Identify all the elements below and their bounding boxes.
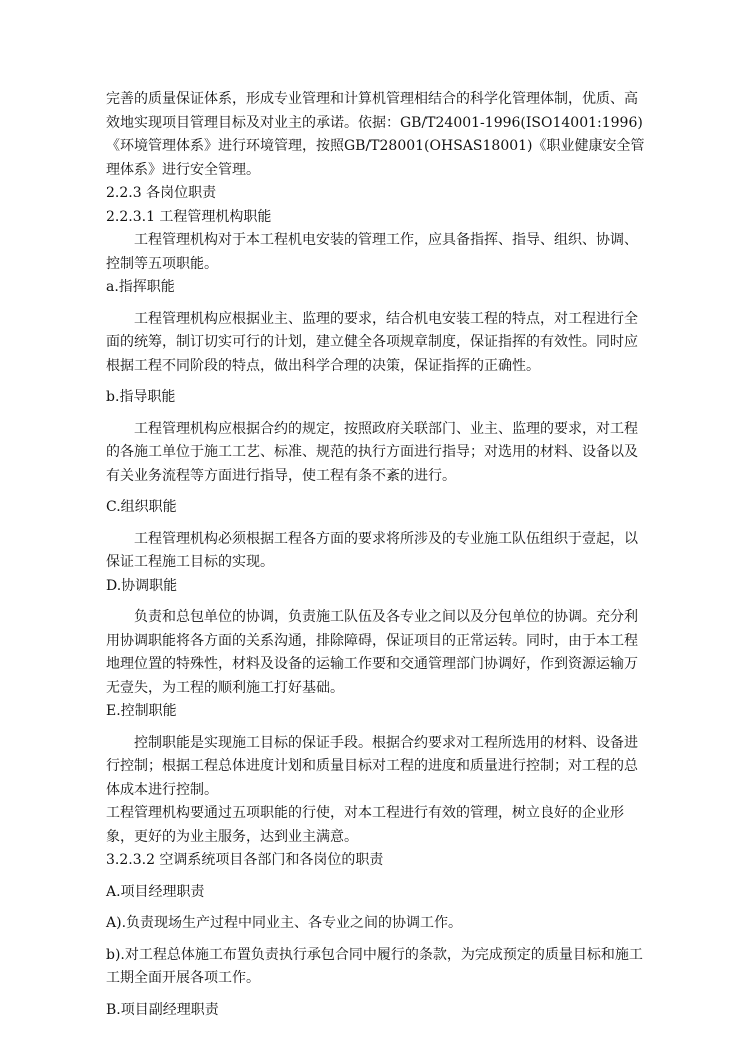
heading-b-guidance: b.指导职能 bbox=[106, 389, 176, 405]
heading-a-project-manager: A.项目经理职责 bbox=[106, 883, 205, 900]
paragraph-guidance: 工程管理机构应根据合约的规定，按照政府关联部门、业主、监理的要求，对工程的各施工单位于施工工艺、标准、规范的执行方面进行指导；对选用的材料、设备以及有关业务流程等方面进行指导，使工程有条不紊的进行。 bbox=[106, 420, 638, 484]
heading-c-organization: C.组织职能 bbox=[106, 499, 177, 515]
paragraph-quality-system: 完善的质量保证体系，形成专业管理和计算机管理相结合的科学化管理体制，优质、高效地实现项目管理目标及对业主的承诺。依据：GB/T24001-1996(ISO14001:1996)《环境管理体系》进行环境管理，按照GB/T28001(OHSAS18001)《职业健康安全管理体系》进行安全管理。 bbox=[106, 91, 645, 178]
heading-d-coordination: D.协调职能 bbox=[106, 577, 178, 594]
paragraph-pm-duty-b: b).对工程总体施工布置负责执行承包合同中履行的条款，为完成预定的质量目标和施工工期全面开展各项工作。 bbox=[106, 946, 643, 986]
heading-a-command: a.指挥职能 bbox=[106, 279, 175, 295]
paragraph-five-functions: 工程管理机构对于本工程机电安装的管理工作，应具备指挥、指导、组织、协调、控制等五项职能。 bbox=[106, 232, 638, 272]
paragraph-control: 控制职能是实现施工目标的保证手段。根据合约要求对工程所选用的材料、设备进行控制；根据工程总体进度计划和质量目标对工程的进度和质量进行控制；对工程的总体成本进行控制。 bbox=[106, 734, 638, 798]
paragraph-organization: 工程管理机构必须根据工程各方面的要求将所涉及的专业施工队伍组织于壹起，以保证工程施工目标的实现。 bbox=[106, 530, 638, 570]
paragraph-coordination: 负责和总包单位的协调，负责施工队伍及各专业之间以及分包单位的协调。充分利用协调职能将各方面的关系沟通，排除障碍，保证项目的正常运转。同时，由于本工程地理位置的特殊性，材料及设备的运输工作要和交通管理部门协调好，作到资源运输万无壹失，为工程的顺利施工打好基础。 bbox=[106, 609, 638, 696]
heading-2-2-3-1: 2.2.3.1 工程管理机构职能 bbox=[106, 208, 272, 225]
heading-3-2-3-2: 3.2.3.2 空调系统项目各部门和各岗位的职责 bbox=[106, 852, 384, 868]
paragraph-command: 工程管理机构应根据业主、监理的要求，结合机电安装工程的特点，对工程进行全面的统筹，制订切实可行的计划，建立健全各项规章制度，保证指挥的有效性。同时应根据工程不同阶段的特点，做出科学合理的决策，保证指挥的正确性。 bbox=[106, 310, 638, 374]
paragraph-summary: 工程管理机构要通过五项职能的行使，对本工程进行有效的管理，树立良好的企业形象，更好的为业主服务，达到业主满意。 bbox=[106, 805, 624, 845]
heading-e-control: E.控制职能 bbox=[106, 703, 177, 719]
paragraph-pm-duty-a: A).负责现场生产过程中同业主、各专业之间的协调工作。 bbox=[106, 915, 463, 931]
document-body bbox=[106, 88, 646, 1022]
heading-2-2-3: 2.2.3 各岗位职责 bbox=[106, 185, 217, 201]
heading-b-deputy-manager: B.项目副经理职责 bbox=[106, 1001, 219, 1018]
